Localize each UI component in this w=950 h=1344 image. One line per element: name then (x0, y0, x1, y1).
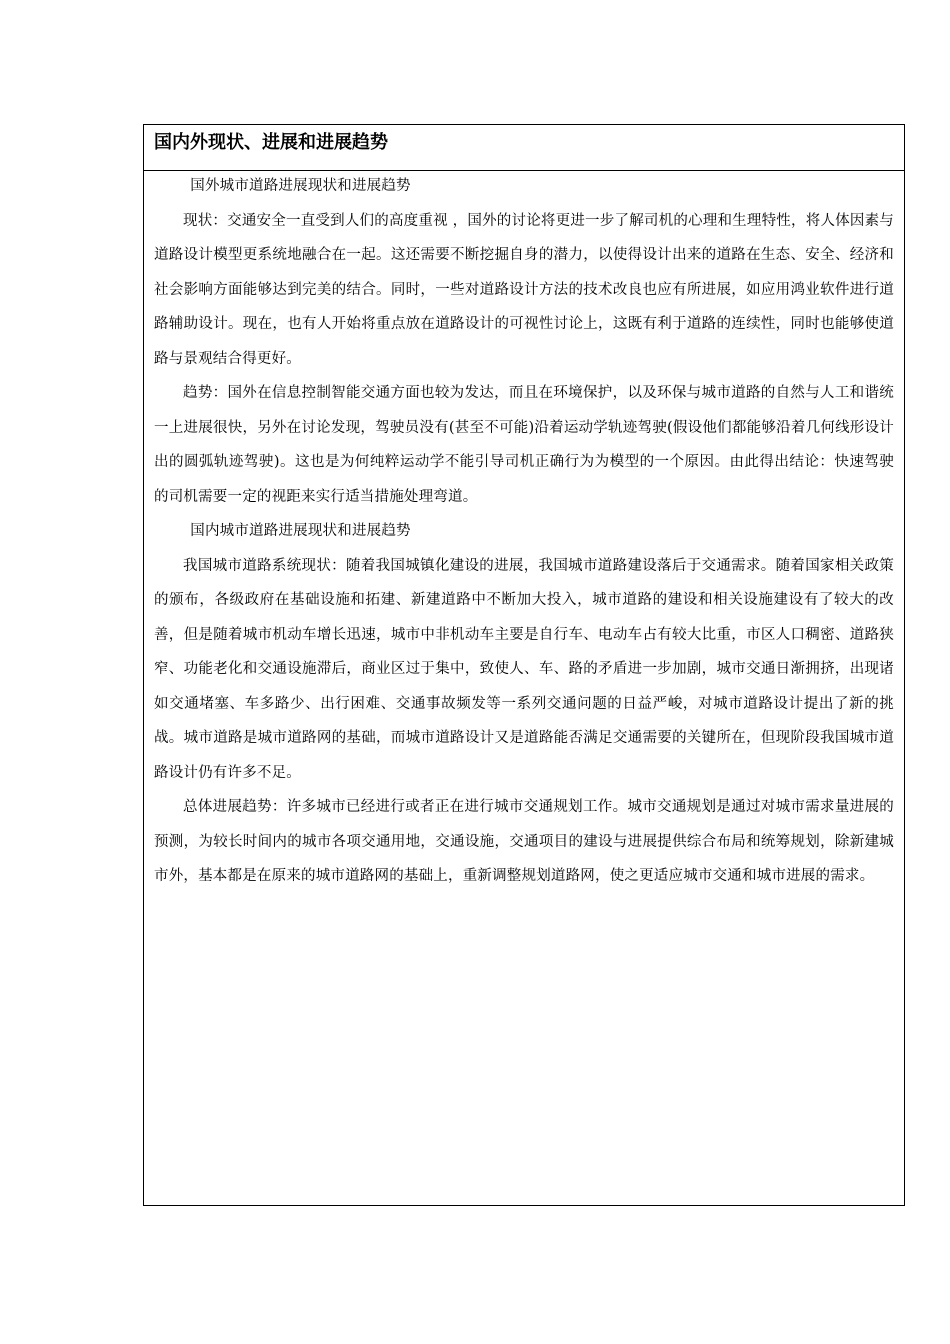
paragraph-foreign-trend: 趋势：国外在信息控制智能交通方面也较为发达，而且在环境保护，以及环保与城市道路的自然与人工和谐统一上进展很快，另外在讨论发现，驾驶员没有(甚至不可能)沿着运动学轨迹驾驶(假设他们都能够沿着几何线形设计出的圆弧轨迹驾驶)。这也是为何纯粹运动学不能引导司机正确行为为模型的一个原因。由此得出结论：快速驾驶的司机需要一定的视距来实行适当措施处理弯道。 (154, 385, 894, 505)
subheading-foreign: 国外城市道路进展现状和进展趋势 (190, 178, 411, 194)
body-cell (144, 169, 904, 894)
document-table (143, 124, 905, 1206)
subheading-domestic: 国内城市道路进展现状和进展趋势 (190, 523, 411, 539)
paragraph-domestic-status: 我国城市道路系统现状：随着我国城镇化建设的进展，我国城市道路建设落后于交通需求。随着国家相关政策的颁布，各级政府在基础设施和拓建、新建道路中不断加大投入，城市道路的建设和相关设施建设有了较大的改善，但是随着城市机动车增长迅速，城市中非机动车主要是自行车、电动车占有较大比重，市区人口稠密、道路狭窄、功能老化和交通设施滞后，商业区过于集中，致使人、车、路的矛盾进一步加剧，城市交通日渐拥挤，出现诸如交通堵塞、车多路少、出行困难、交通事故频发等一系列交通问题的日益严峻，对城市道路设计提出了新的挑战。城市道路是城市道路网的基础，而城市道路设计又是道路能否满足交通需要的关键所在，但现阶段我国城市道路设计仍有许多不足。 (154, 557, 894, 781)
section-title: 国内外现状、进展和进展趋势 (154, 132, 388, 153)
paragraph-overall-trend: 总体进展趋势：许多城市已经进行或者正在进行城市交通规划工作。城市交通规划是通过对城市需求量进展的预测，为较长时间内的城市各项交通用地，交通设施，交通项目的建设与进展提供综合布局和统筹规划，除新建城市外，基本都是在原来的城市道路网的基础上，重新调整规划道路网，使之更适应城市交通和城市进展的需求。 (154, 799, 894, 884)
header-cell (144, 125, 904, 171)
paragraph-foreign-status: 现状：交通安全一直受到人们的高度重视 ，国外的讨论将更进一步了解司机的心理和生理特性，将人体因素与道路设计模型更系统地融合在一起。这还需要不断挖掘自身的潜力，以使得设计出来的道路在生态、安全、经济和社会影响方面能够达到完美的结合。同时，一些对道路设计方法的技术改良也应有所进展，如应用鸿业软件进行道路辅助设计。现在，也有人开始将重点放在道路设计的可视性讨论上，这既有利于道路的连续性，同时也能够使道路与景观结合得更好。 (154, 212, 894, 367)
